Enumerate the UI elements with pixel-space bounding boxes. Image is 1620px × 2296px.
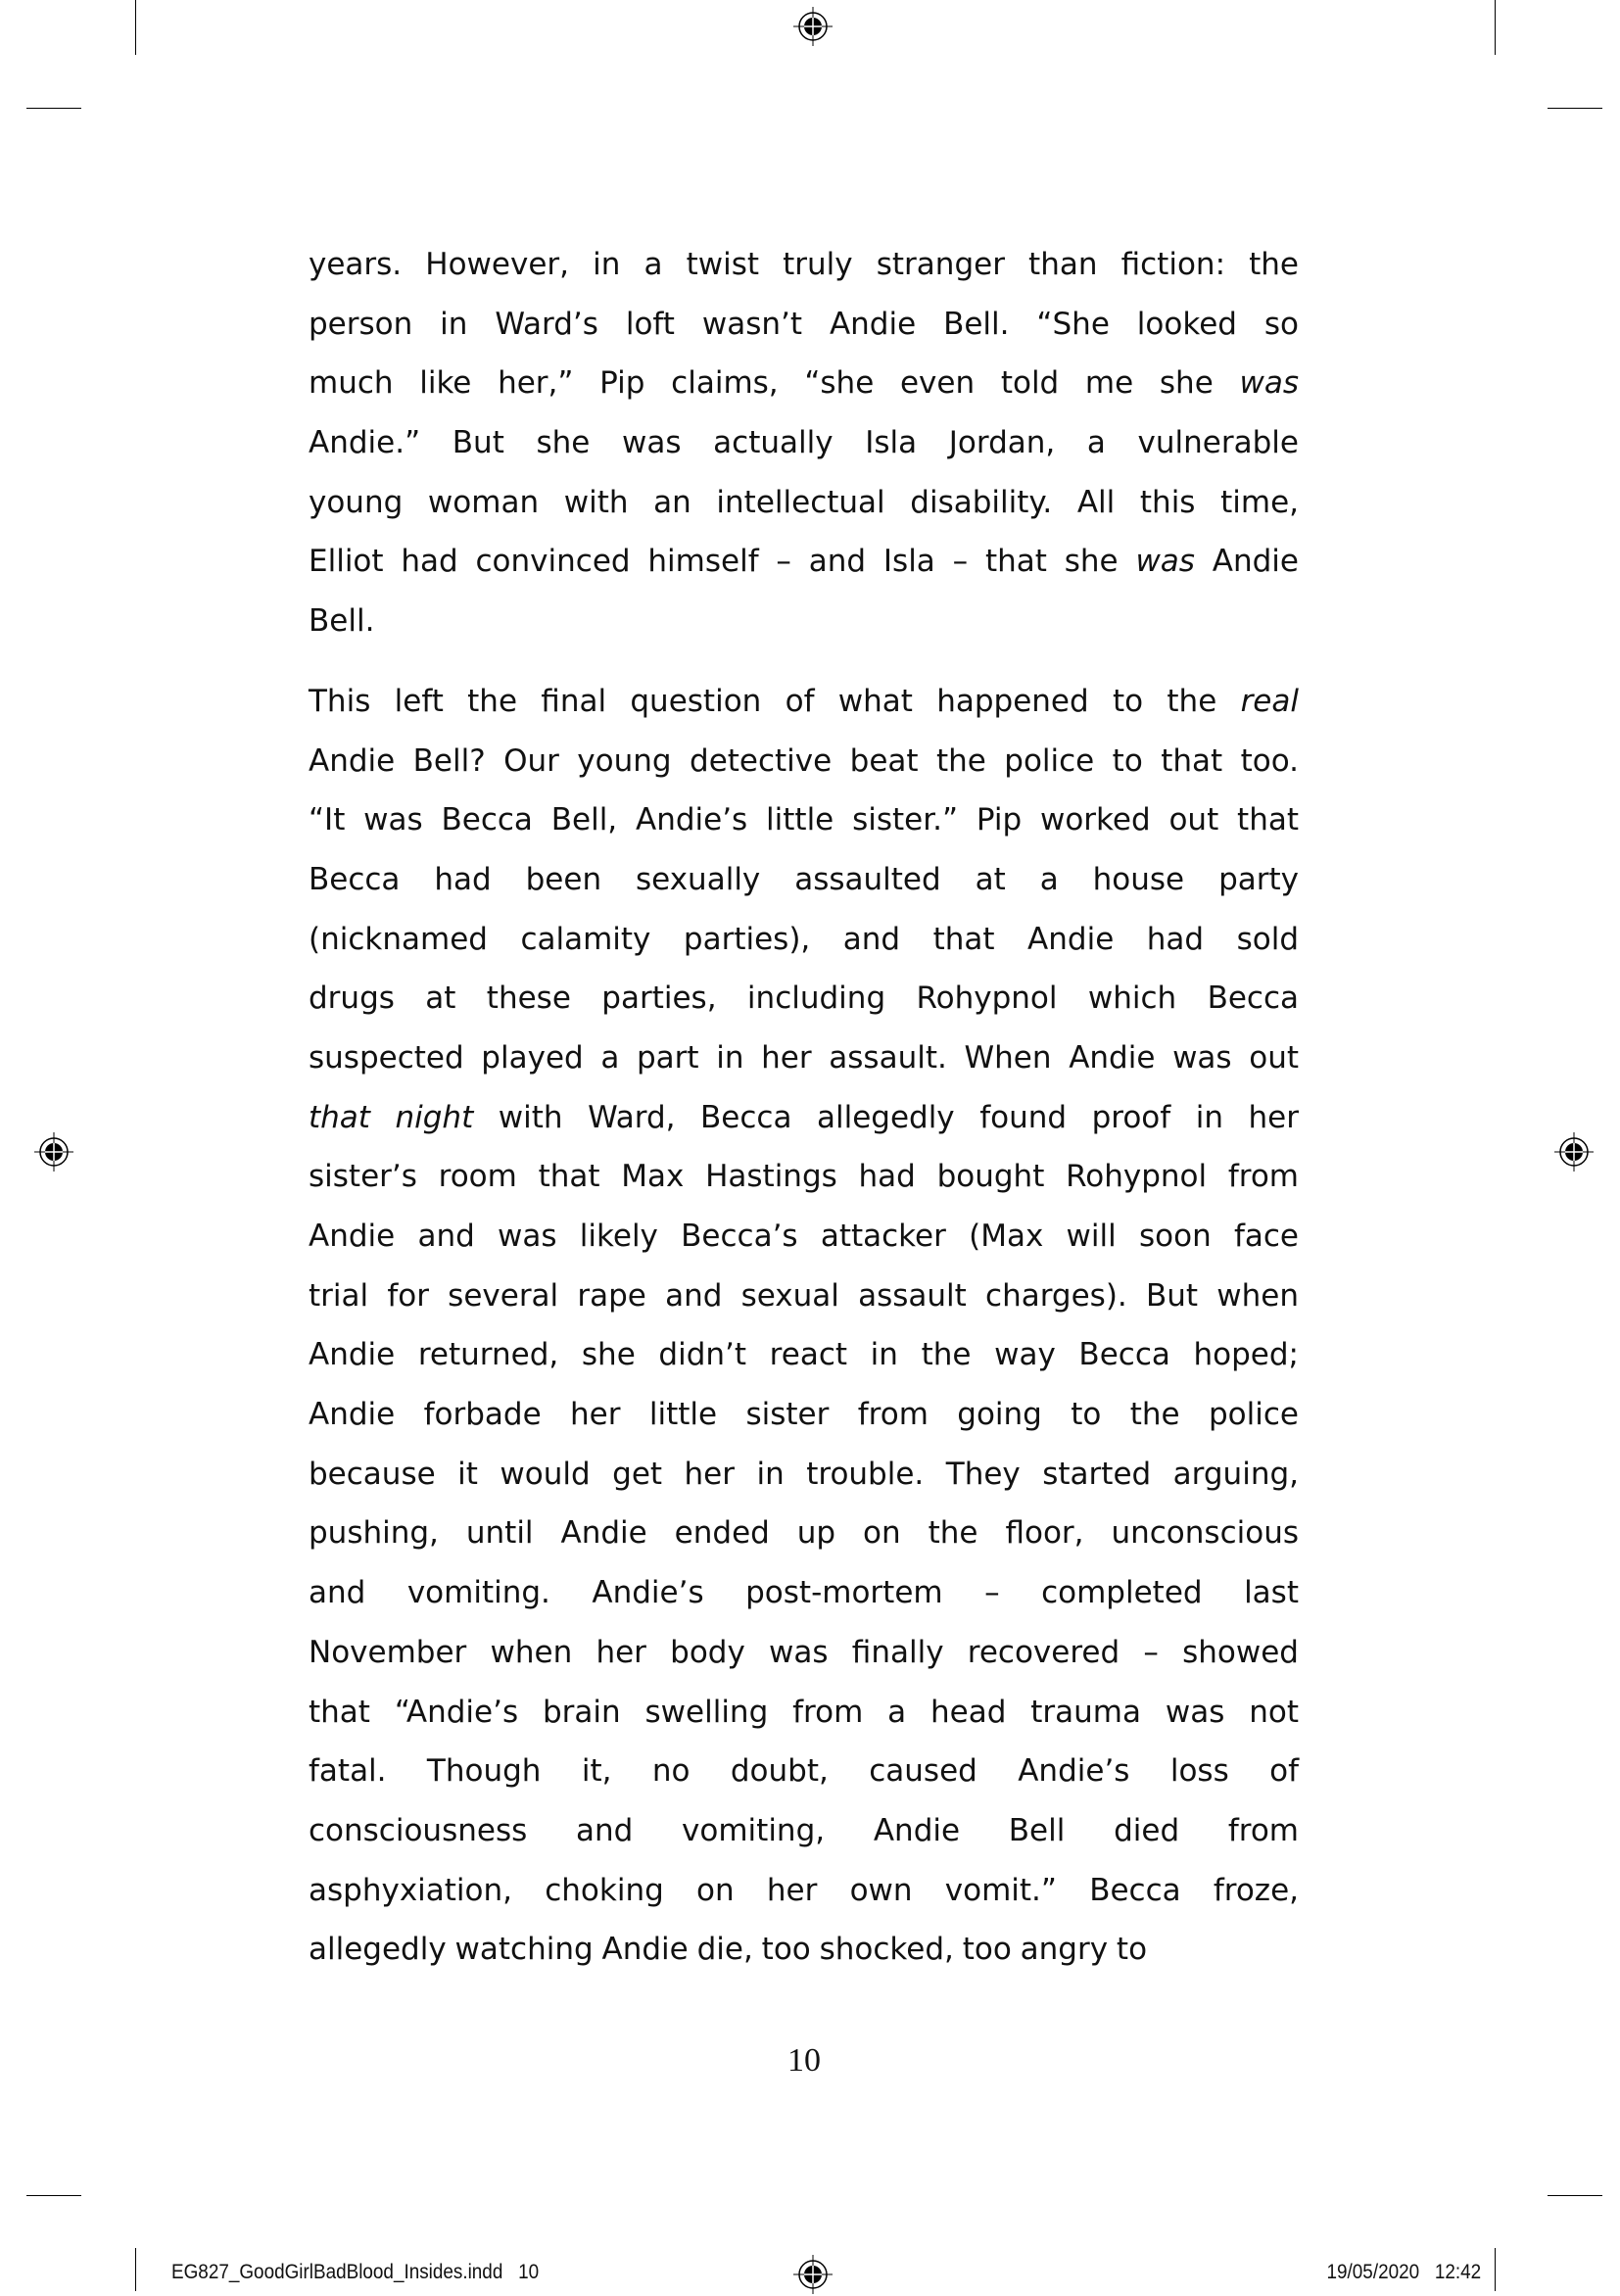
text-segment: consciousness and vomiting, Andie Bell died from	[309, 1812, 1299, 1848]
text-line	[309, 295, 1299, 355]
text-segment: with Ward, Becca allegedly found proof in her	[473, 1099, 1299, 1135]
italic-text: was	[1135, 544, 1195, 580]
text-line	[309, 532, 1299, 592]
text-line	[309, 1385, 1299, 1445]
text-segment: (nicknamed calamity parties), and that Andie had sold	[309, 921, 1299, 957]
text-segment: trial for several rape and sexual assault charges). But when	[309, 1277, 1299, 1314]
crop-mark	[1495, 0, 1496, 55]
registration-mark-icon	[791, 5, 834, 48]
text-line	[309, 235, 1299, 295]
registration-mark-icon	[791, 2253, 834, 2296]
text-line	[309, 1325, 1299, 1385]
italic-text: was	[1239, 365, 1299, 402]
text-line	[309, 1563, 1299, 1623]
paragraph	[309, 672, 1299, 1980]
crop-mark	[135, 2248, 136, 2291]
text-line	[309, 732, 1299, 791]
text-line	[309, 1920, 1299, 1980]
text-line	[309, 473, 1299, 533]
page-number: 10	[787, 2042, 821, 2079]
crop-mark	[26, 2195, 81, 2196]
text-segment: Andie.” But she was actually Isla Jordan, a vulnerable	[309, 425, 1299, 461]
text-line	[309, 1504, 1299, 1563]
crop-mark	[1495, 2248, 1496, 2291]
text-line	[309, 1861, 1299, 1921]
crop-mark	[1548, 108, 1602, 109]
text-line	[309, 1088, 1299, 1148]
text-segment: Andie Bell? Our young detective beat the police to that too.	[309, 742, 1299, 779]
italic-text: that night	[309, 1099, 474, 1135]
text-segment: because it would get her in trouble. They started arguing,	[309, 1456, 1299, 1492]
slug-datetime: 19/05/2020 12:42	[1326, 2261, 1481, 2283]
text-segment: Becca had been sexually assaulted at a house party	[309, 861, 1299, 897]
text-line	[309, 1207, 1299, 1267]
paragraph	[309, 235, 1299, 651]
text-line	[309, 354, 1299, 413]
text-line	[309, 1267, 1299, 1326]
italic-text: real	[1240, 683, 1299, 719]
crop-mark	[26, 108, 81, 109]
text-segment: “It was Becca Bell, Andie’s little sister.” Pip worked out that	[309, 802, 1299, 838]
text-segment: person in Ward’s loft wasn’t Andie Bell. “She looked so	[309, 306, 1299, 342]
text-line	[309, 1683, 1299, 1743]
text-segment: years. However, in a twist truly stranger than fiction: the	[309, 247, 1299, 282]
text-segment: suspected played a part in her assault. When Andie was out	[309, 1039, 1299, 1076]
crop-mark	[135, 0, 136, 55]
text-segment: This left the final question of what happened to the	[309, 683, 1241, 719]
text-line	[309, 969, 1299, 1028]
text-line	[309, 672, 1299, 732]
text-segment: allegedly watching Andie die, too shocked, too angry to	[309, 1932, 1148, 1968]
text-segment: and vomiting. Andie’s post-mortem – completed last	[309, 1575, 1299, 1611]
text-segment: pushing, until Andie ended up on the floor, unconscious	[309, 1515, 1299, 1552]
text-segment: fatal. Though it, no doubt, caused Andie’s loss of	[309, 1753, 1299, 1790]
text-line	[309, 592, 1299, 651]
text-segment: November when her body was finally recovered – showed	[309, 1634, 1299, 1670]
text-segment: that “Andie’s brain swelling from a head trauma was not	[309, 1694, 1299, 1730]
slug-file-name: EG827_GoodGirlBadBlood_Insides.indd 10	[171, 2261, 540, 2283]
registration-mark-icon	[32, 1130, 75, 1173]
text-line	[309, 413, 1299, 473]
text-line	[309, 850, 1299, 910]
text-segment: Bell.	[309, 603, 375, 640]
text-line	[309, 1801, 1299, 1861]
text-segment: much like her,” Pip claims, “she even told me she	[309, 365, 1240, 402]
text-line	[309, 1742, 1299, 1801]
crop-mark	[1548, 2195, 1602, 2196]
text-segment: Andie returned, she didn’t react in the way Becca hoped;	[309, 1337, 1299, 1373]
text-line	[309, 1147, 1299, 1207]
body-text	[309, 235, 1299, 2000]
text-segment: Andie forbade her little sister from going to the police	[309, 1397, 1299, 1433]
text-line	[309, 1623, 1299, 1683]
text-segment: Andie and was likely Becca’s attacker (Max will soon face	[309, 1219, 1299, 1254]
text-segment: young woman with an intellectual disability. All this time,	[309, 484, 1299, 520]
text-line	[309, 1445, 1299, 1505]
registration-mark-icon	[1552, 1130, 1596, 1173]
text-line	[309, 1028, 1299, 1088]
text-segment: asphyxiation, choking on her own vomit.” Becca froze,	[309, 1872, 1299, 1908]
text-line	[309, 910, 1299, 970]
text-line	[309, 790, 1299, 850]
text-segment: drugs at these parties, including Rohypnol which Becca	[309, 981, 1299, 1017]
text-segment: Andie	[1194, 544, 1299, 580]
text-segment: sister’s room that Max Hastings had bought Rohypnol from	[309, 1159, 1299, 1195]
text-segment: Elliot had convinced himself – and Isla – that she	[309, 544, 1136, 580]
